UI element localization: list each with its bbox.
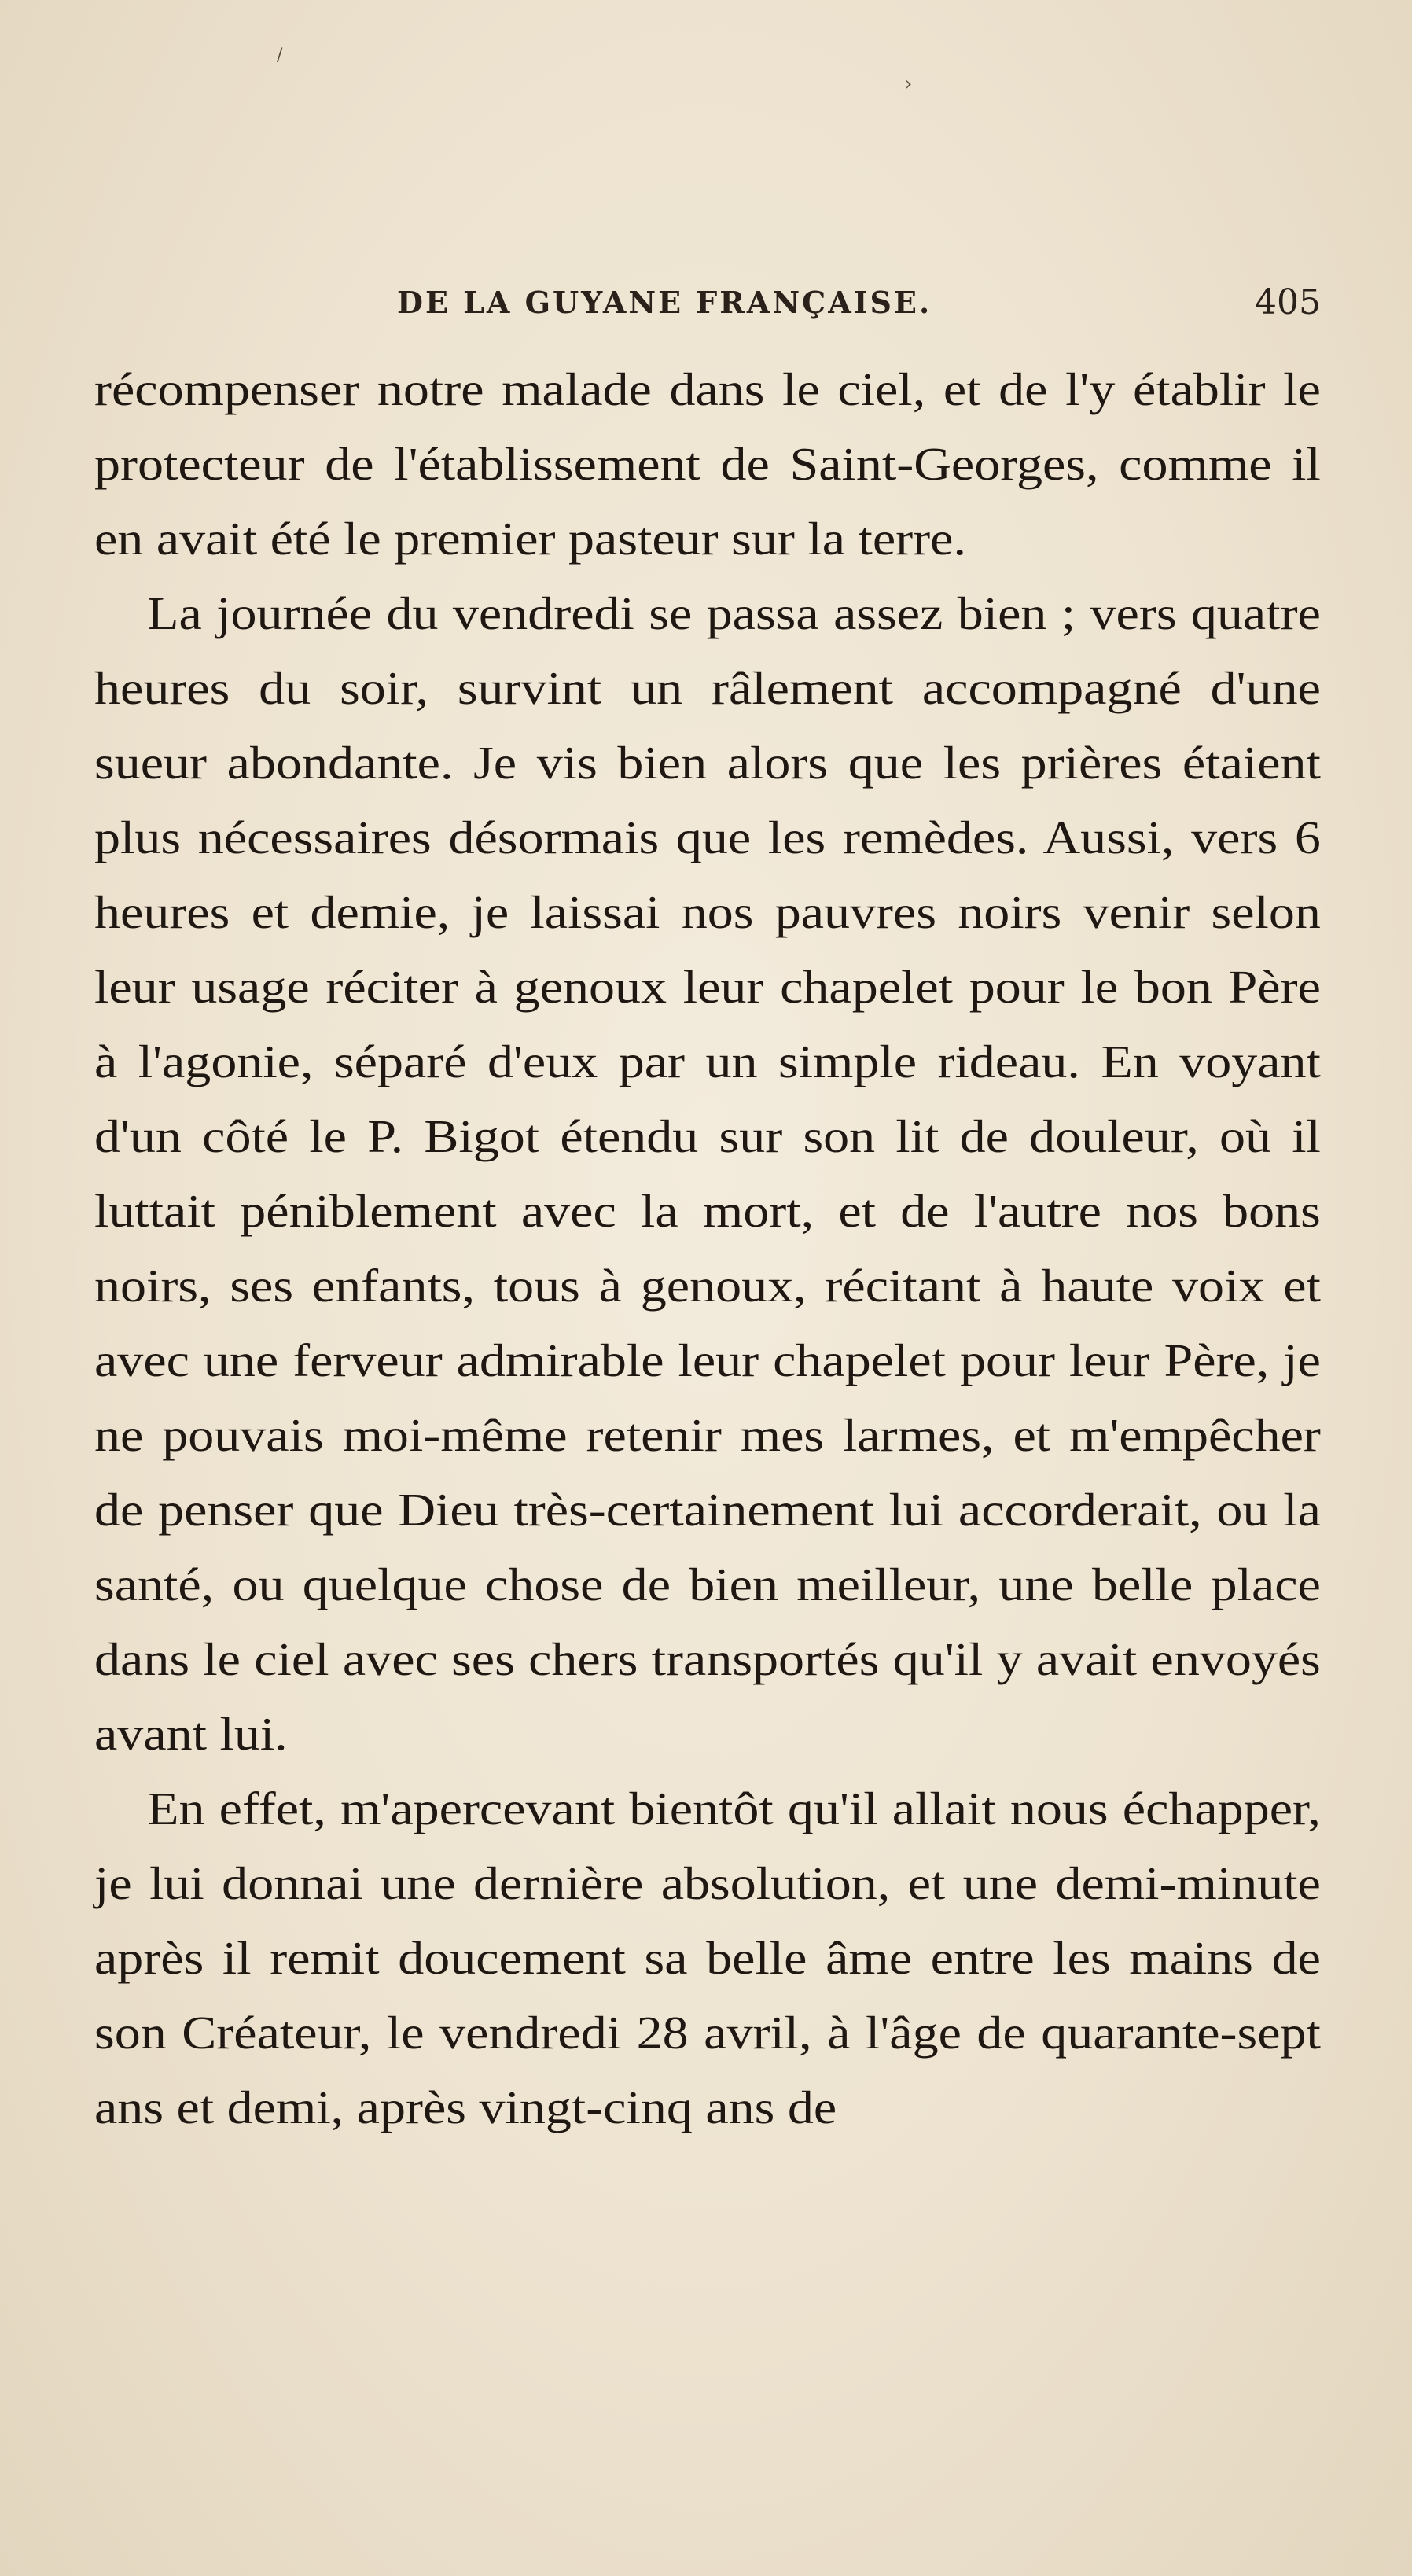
paragraph: La journée du vendredi se passa assez bien ; vers quatre heures du soir, survint un râlement accompagné d'une sueur abondante. Je vis bien alors que les prières étaient plus nécessaires désormais que les remèdes. Aussi, vers 6 heures et demie, je laissai nos pauvres noirs venir selon leur usage réciter à genoux leur chapelet pour le bon Père à l'agonie, séparé d'eux par un simple rideau. En voyant d'un côté le P. Bigot étendu sur son lit de douleur, où il luttait péniblement avec la mort, et de l'autre nos bons noirs, ses enfants, tous à genoux, récitant à haute voix et avec une ferveur admirable leur chapelet pour leur Père, je ne pouvais moi-même retenir mes larmes, et m'empêcher de penser que Dieu très-certainement lui accorderait, ou la santé, ou quelque chose de bien meilleur, une belle place dans le ciel avec ses chers transportés qu'il y avait envoyés avant lui. xyxy=(94,587,1321,1760)
ink-speck: / xyxy=(277,46,283,65)
running-head: DE LA GUYANE FRANÇAISE. xyxy=(397,285,932,320)
paragraph: En effet, m'apercevant bientôt qu'il allait nous échapper, je lui donnai une dernière absolution, et une demi-minute après il remit doucement sa belle âme entre les mains de son Créateur, le vendredi 28 avril, à l'âge de quarante-sept ans et demi, après vingt-cinq ans de xyxy=(94,1783,1321,2133)
page-number: 405 xyxy=(1255,282,1321,322)
ink-speck: › xyxy=(904,72,913,96)
page-header xyxy=(94,275,1321,330)
paragraph-continuation: récompenser notre malade dans le ciel, et de l'y établir le protecteur de l'établissement de Saint-Georges, comme il en avait été le premier pasteur sur la terre. xyxy=(94,363,1321,565)
body-text xyxy=(94,352,1321,2145)
